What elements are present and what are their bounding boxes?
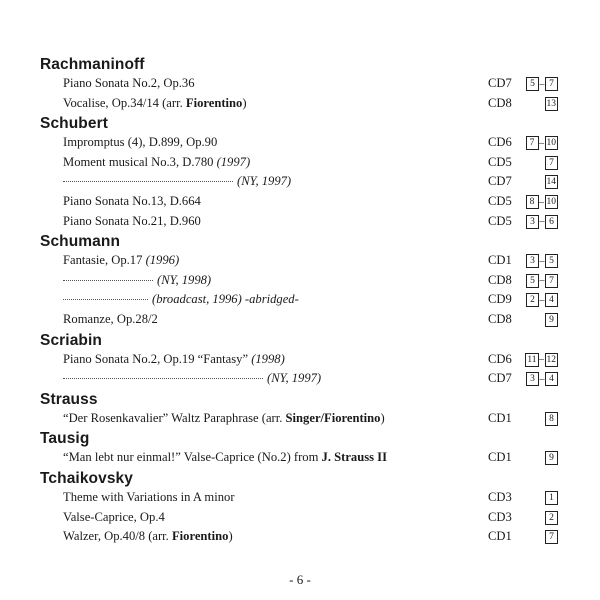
track-entry xyxy=(0,94,600,114)
composer-heading xyxy=(0,389,600,409)
dotted-leader xyxy=(63,280,153,281)
dotted-leader xyxy=(63,299,148,300)
composer-name: Tchaikovsky xyxy=(40,469,134,487)
track-number-box: 3 xyxy=(526,254,539,268)
work-title xyxy=(63,96,247,111)
track-entry xyxy=(0,290,600,310)
cd-number: CD5 xyxy=(488,154,512,169)
title-part: Fantasie, Op.17 xyxy=(63,253,146,268)
title-part: ) xyxy=(228,529,233,544)
work-title xyxy=(63,273,211,288)
title-part: Moment musical No.3, D.780 xyxy=(63,154,217,169)
track-range xyxy=(526,135,559,150)
track-number-box: 7 xyxy=(545,530,558,544)
track-entry xyxy=(0,251,600,271)
track-range xyxy=(526,292,558,307)
cd-number: CD1 xyxy=(488,253,512,268)
track-number-box: 11 xyxy=(527,354,537,365)
track-range xyxy=(545,155,558,170)
cd-number: CD3 xyxy=(488,489,512,504)
track-entry xyxy=(0,172,600,192)
title-part: “Der Rosenkavalier” Waltz Paraphrase (arr. xyxy=(63,410,286,425)
title-part: (1996) xyxy=(145,253,180,268)
cd-number: CD6 xyxy=(488,135,512,150)
track-range xyxy=(526,371,558,386)
title-part: Piano Sonata No.21, D.960 xyxy=(63,213,201,228)
page-number: - 6 - xyxy=(289,572,311,587)
title-part: (1998) xyxy=(251,351,285,366)
composer-heading xyxy=(0,54,600,74)
track-range xyxy=(526,253,558,268)
track-number-box: 9 xyxy=(545,313,558,327)
composer-heading xyxy=(0,428,600,448)
work-title xyxy=(63,371,321,386)
title-part: ) xyxy=(242,95,247,110)
range-dash: – xyxy=(539,137,544,149)
track-entry xyxy=(0,350,600,370)
composer-heading xyxy=(0,468,600,488)
title-part: Singer/Fiorentino xyxy=(285,410,381,425)
title-part: (1997) xyxy=(216,154,251,169)
track-entry xyxy=(0,192,600,212)
track-number-box: 8 xyxy=(526,195,539,209)
work-title xyxy=(63,490,235,505)
cd-number: CD8 xyxy=(488,311,512,326)
composer-name: Tausig xyxy=(40,430,90,448)
title-part: J. Strauss II xyxy=(321,450,387,465)
work-title xyxy=(63,155,250,170)
title-part: Piano Sonata No.2, Op.19 “Fantasy” xyxy=(63,351,252,366)
composer-name: Rachmaninoff xyxy=(40,56,145,73)
work-title xyxy=(63,135,217,150)
cd-number: CD3 xyxy=(488,509,512,524)
cd-number: CD1 xyxy=(488,529,512,544)
range-dash: – xyxy=(539,196,544,208)
title-part: Walzer, Op.40/8 (arr. xyxy=(63,529,172,544)
track-range xyxy=(526,194,559,209)
track-number-box: 1 xyxy=(545,491,558,505)
track-number-box: 14 xyxy=(546,177,556,188)
cd-number: CD6 xyxy=(488,351,512,366)
cd-number: CD7 xyxy=(488,76,512,90)
cd-number: CD7 xyxy=(488,371,512,386)
cd-number: CD1 xyxy=(488,450,512,465)
range-dash: – xyxy=(539,275,545,287)
range-dash: – xyxy=(539,373,545,385)
track-entry xyxy=(0,212,600,232)
title-part: Valse-Caprice, Op.4 xyxy=(63,509,165,524)
track-number-box: 10 xyxy=(546,138,556,149)
track-entry xyxy=(0,409,600,429)
range-dash: – xyxy=(539,216,545,228)
title-part: ) xyxy=(380,410,385,425)
work-title xyxy=(63,194,201,209)
track-range xyxy=(526,273,558,288)
track-number-box: 10 xyxy=(546,197,556,208)
work-title xyxy=(63,529,233,544)
title-part: Theme with Variations in A minor xyxy=(63,489,235,504)
composer-name: Schubert xyxy=(40,115,108,133)
track-number-box: 3 xyxy=(526,215,539,229)
track-number-box: 4 xyxy=(545,293,558,307)
track-number-box: 7 xyxy=(526,136,539,150)
cd-number: CD8 xyxy=(488,95,512,110)
track-number-box: 8 xyxy=(545,412,558,426)
title-part: (broadcast, 1996) -abridged- xyxy=(152,292,299,307)
title-part: Piano Sonata No.13, D.664 xyxy=(63,193,201,208)
range-dash: – xyxy=(539,78,545,90)
dotted-leader xyxy=(63,378,263,379)
track-range xyxy=(545,529,558,544)
range-dash: – xyxy=(539,294,545,306)
work-title xyxy=(63,292,299,307)
work-title xyxy=(63,253,179,268)
range-dash: – xyxy=(539,255,545,267)
work-title xyxy=(63,510,165,525)
track-range xyxy=(545,411,558,426)
work-title xyxy=(63,214,201,229)
track-entry xyxy=(0,488,600,508)
track-entry xyxy=(0,369,600,389)
track-entry xyxy=(0,448,600,468)
track-listing xyxy=(0,54,600,547)
work-title xyxy=(63,76,195,91)
title-part: (NY, 1998) xyxy=(157,272,212,287)
track-range xyxy=(545,96,559,111)
track-range xyxy=(545,450,558,465)
work-title xyxy=(63,174,291,189)
composer-heading xyxy=(0,113,600,133)
track-number-box: 13 xyxy=(546,98,556,109)
track-range xyxy=(525,352,558,367)
work-title xyxy=(63,450,387,465)
track-range xyxy=(545,312,558,327)
track-entry xyxy=(0,153,600,173)
track-number-box: 7 xyxy=(545,77,558,91)
track-entry xyxy=(0,74,600,94)
track-number-box: 5 xyxy=(526,274,539,288)
cd-number: CD5 xyxy=(488,193,512,208)
title-part: Fiorentino xyxy=(185,95,243,110)
track-number-box: 7 xyxy=(545,274,558,288)
cd-number: CD9 xyxy=(488,292,512,307)
track-number-box: 5 xyxy=(526,77,539,91)
title-part: Piano Sonata No.2, Op.36 xyxy=(63,76,195,90)
composer-heading xyxy=(0,330,600,350)
track-entry xyxy=(0,271,600,291)
track-range xyxy=(545,510,558,525)
title-part: Impromptus (4), D.899, Op.90 xyxy=(63,135,218,150)
composer-name: Schumann xyxy=(40,233,121,251)
track-range xyxy=(526,76,558,91)
track-number-box: 6 xyxy=(545,215,558,229)
track-number-box: 3 xyxy=(526,372,539,386)
title-part: Vocalise, Op.34/14 (arr. xyxy=(63,95,186,110)
title-part: Fiorentino xyxy=(171,529,229,544)
track-number-box: 12 xyxy=(546,354,556,365)
track-number-box: 9 xyxy=(545,451,558,465)
title-part: Romanze, Op.28/2 xyxy=(63,311,158,326)
composer-name: Strauss xyxy=(40,390,98,408)
range-dash: – xyxy=(539,354,544,366)
title-part: (NY, 1997) xyxy=(267,371,322,386)
track-entry xyxy=(0,310,600,330)
cd-number: CD8 xyxy=(488,272,512,287)
cd-number: CD1 xyxy=(488,410,512,425)
track-entry xyxy=(0,133,600,153)
composer-heading xyxy=(0,231,600,251)
track-number-box: 2 xyxy=(545,511,558,525)
title-part: (NY, 1997) xyxy=(237,174,292,189)
track-number-box: 2 xyxy=(526,293,539,307)
work-title xyxy=(63,352,285,367)
work-title xyxy=(63,312,158,327)
composer-name: Scriabin xyxy=(40,331,102,349)
track-range xyxy=(526,214,558,229)
track-number-box: 5 xyxy=(545,254,558,268)
cd-number: CD7 xyxy=(488,174,512,189)
track-number-box: 4 xyxy=(545,372,558,386)
work-title xyxy=(63,411,385,426)
dotted-leader xyxy=(63,181,233,182)
title-part: “Man lebt nur einmal!” Valse-Caprice (No.2) from xyxy=(63,450,322,465)
track-entry xyxy=(0,527,600,547)
track-number-box: 7 xyxy=(545,156,558,170)
track-range xyxy=(545,490,558,505)
track-range xyxy=(545,174,559,189)
cd-number: CD5 xyxy=(488,213,512,228)
track-entry xyxy=(0,508,600,528)
